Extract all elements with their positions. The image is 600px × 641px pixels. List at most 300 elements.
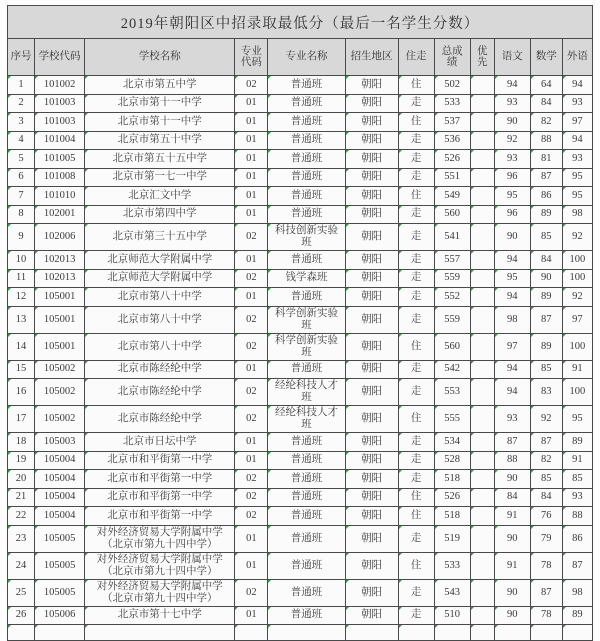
cell-major-name: 科学创新实验班	[268, 306, 345, 333]
cell-boarding: 走	[398, 251, 434, 270]
table-row	[8, 113, 593, 132]
cell-school-name: 对外经济贸易大学附属中学（北京市第九十四中学）	[85, 579, 235, 606]
table-row	[8, 360, 593, 379]
cell-total-score: 518	[434, 470, 470, 489]
cell-foreign-language: 89	[562, 606, 592, 625]
cell-school-code: 105004	[35, 488, 85, 507]
cell-math: 64	[530, 76, 562, 95]
cell-foreign-language: 100	[562, 269, 592, 288]
cell-chinese: 94	[494, 251, 530, 270]
column-header-index: 序号	[8, 39, 35, 76]
cell-priority	[470, 333, 494, 360]
cell-foreign-language: 100	[562, 333, 592, 360]
cell-total-score: 537	[434, 113, 470, 132]
table-header	[8, 39, 593, 76]
column-header-boarding: 住走	[398, 39, 434, 76]
cell-major-code: 01	[235, 552, 268, 579]
cell-foreign-language: 92	[562, 288, 592, 307]
cell-math: 82	[530, 113, 562, 132]
cell-school-name: 北京市陈经纶中学	[85, 360, 235, 379]
cell-total-score: 549	[434, 187, 470, 206]
column-header-total-score: 总成绩	[434, 39, 470, 76]
cell-major-code: 02	[235, 306, 268, 333]
cell-major-name: 普通班	[268, 187, 345, 206]
table-row	[8, 379, 593, 406]
cell-priority	[470, 525, 494, 552]
cell-major-code: 01	[235, 205, 268, 224]
cell-major-code: 02	[235, 507, 268, 526]
cell-school-code: 102001	[35, 205, 85, 224]
cell-chinese: 94	[494, 360, 530, 379]
cell-school-code: 101005	[35, 150, 85, 169]
cell-index: 8	[8, 205, 35, 224]
cell-boarding: 走	[398, 288, 434, 307]
cell-priority	[470, 76, 494, 95]
table-row	[8, 224, 593, 251]
cell-total-score: 510	[434, 606, 470, 625]
cell-index: 11	[8, 269, 35, 288]
cell-index: 10	[8, 251, 35, 270]
cell-school-code: 105002	[35, 406, 85, 433]
cell-major-name: 普通班	[268, 507, 345, 526]
table-row	[8, 306, 593, 333]
cell-district: 朝阳	[345, 251, 398, 270]
cell-math: 84	[530, 488, 562, 507]
cell-foreign-language	[562, 625, 592, 641]
cell-foreign-language: 93	[562, 94, 592, 113]
cell-school-name: 北京市第八十中学	[85, 306, 235, 333]
cell-total-score: 541	[434, 224, 470, 251]
cell-boarding: 住	[398, 76, 434, 95]
cell-total-score: 552	[434, 288, 470, 307]
cell-index: 21	[8, 488, 35, 507]
cell-index: 25	[8, 579, 35, 606]
cell-school-name: 北京市第十一中学	[85, 113, 235, 132]
cell-major-code: 01	[235, 94, 268, 113]
score-table	[7, 38, 593, 641]
cell-district: 朝阳	[345, 94, 398, 113]
column-header-foreign-language: 外语	[562, 39, 592, 76]
cell-math: 79	[530, 525, 562, 552]
cell-priority	[470, 379, 494, 406]
cell-total-score: 519	[434, 525, 470, 552]
cell-foreign-language: 86	[562, 525, 592, 552]
cell-chinese: 96	[494, 168, 530, 187]
cell-index: 26	[8, 606, 35, 625]
cell-foreign-language: 85	[562, 470, 592, 489]
cell-total-score: 560	[434, 205, 470, 224]
cell-school-name: 北京市和平街第一中学	[85, 488, 235, 507]
table-row	[8, 187, 593, 206]
table-row	[8, 150, 593, 169]
cell-chinese: 92	[494, 131, 530, 150]
cell-major-code: 02	[235, 224, 268, 251]
cell-school-code: 102006	[35, 224, 85, 251]
column-header-priority: 优先	[470, 39, 494, 76]
cell-district: 朝阳	[345, 187, 398, 206]
cell-math: 89	[530, 205, 562, 224]
cell-school-code: 105002	[35, 360, 85, 379]
cell-foreign-language: 97	[562, 306, 592, 333]
cell-boarding: 走	[398, 433, 434, 452]
cell-school-code	[35, 625, 85, 641]
cell-major-code: 01	[235, 525, 268, 552]
cell-priority	[470, 131, 494, 150]
cell-major-name: 科学创新实验班	[268, 333, 345, 360]
cell-school-code: 101010	[35, 187, 85, 206]
cell-boarding: 走	[398, 269, 434, 288]
cell-major-name: 普通班	[268, 525, 345, 552]
table-row	[8, 269, 593, 288]
cell-school-name: 北京市第五十五中学	[85, 150, 235, 169]
cell-school-code: 105004	[35, 470, 85, 489]
cell-chinese: 90	[494, 606, 530, 625]
cell-school-name: 北京市日坛中学	[85, 433, 235, 452]
cell-major-name: 普通班	[268, 113, 345, 132]
cell-major-code	[235, 625, 268, 641]
cell-major-name: 钱学森班	[268, 269, 345, 288]
cell-major-code: 01	[235, 451, 268, 470]
cell-boarding: 走	[398, 205, 434, 224]
cell-major-code: 01	[235, 113, 268, 132]
cell-boarding: 走	[398, 379, 434, 406]
cell-priority	[470, 205, 494, 224]
cell-school-code: 101003	[35, 113, 85, 132]
cell-foreign-language: 87	[562, 552, 592, 579]
cell-major-code: 02	[235, 379, 268, 406]
table-row	[8, 131, 593, 150]
cell-school-name: 北京市第五中学	[85, 76, 235, 95]
cell-index: 16	[8, 379, 35, 406]
column-header-chinese: 语文	[494, 39, 530, 76]
cell-index: 20	[8, 470, 35, 489]
cell-chinese: 95	[494, 269, 530, 288]
cell-foreign-language: 100	[562, 251, 592, 270]
cell-total-score: 534	[434, 433, 470, 452]
cell-foreign-language: 97	[562, 113, 592, 132]
cell-chinese	[494, 625, 530, 641]
cell-foreign-language: 94	[562, 131, 592, 150]
cell-school-name: 北京市陈经纶中学	[85, 379, 235, 406]
partial-table-row	[8, 625, 593, 641]
cell-total-score: 502	[434, 76, 470, 95]
cell-math: 89	[530, 333, 562, 360]
cell-math: 89	[530, 288, 562, 307]
cell-chinese: 90	[494, 579, 530, 606]
cell-foreign-language: 95	[562, 187, 592, 206]
cell-index: 3	[8, 113, 35, 132]
cell-boarding: 住	[398, 406, 434, 433]
cell-index: 2	[8, 94, 35, 113]
cell-major-code: 01	[235, 251, 268, 270]
cell-school-code: 105005	[35, 525, 85, 552]
cell-district: 朝阳	[345, 552, 398, 579]
cell-major-name: 普通班	[268, 76, 345, 95]
cell-math: 83	[530, 379, 562, 406]
cell-school-name: 北京师范大学附属中学	[85, 251, 235, 270]
cell-math: 76	[530, 507, 562, 526]
cell-school-code: 105005	[35, 552, 85, 579]
cell-district: 朝阳	[345, 579, 398, 606]
cell-major-code: 01	[235, 131, 268, 150]
cell-boarding: 住	[398, 187, 434, 206]
cell-school-code: 105004	[35, 507, 85, 526]
cell-major-code: 01	[235, 187, 268, 206]
cell-school-code: 101003	[35, 94, 85, 113]
cell-district: 朝阳	[345, 470, 398, 489]
cell-chinese: 93	[494, 150, 530, 169]
cell-school-name: 对外经济贸易大学附属中学（北京市第九十四中学）	[85, 552, 235, 579]
document-page	[7, 5, 593, 641]
cell-district: 朝阳	[345, 525, 398, 552]
cell-school-name: 北京市第十七中学	[85, 606, 235, 625]
cell-total-score: 553	[434, 379, 470, 406]
cell-school-code: 101002	[35, 76, 85, 95]
cell-major-name: 普通班	[268, 451, 345, 470]
cell-math: 92	[530, 406, 562, 433]
column-header-district: 招生地区	[345, 39, 398, 76]
cell-district: 朝阳	[345, 288, 398, 307]
cell-major-name: 普通班	[268, 94, 345, 113]
cell-boarding: 住	[398, 507, 434, 526]
cell-total-score: 533	[434, 552, 470, 579]
cell-foreign-language: 95	[562, 406, 592, 433]
table-row	[8, 94, 593, 113]
column-header-math: 数学	[530, 39, 562, 76]
column-header-major-code: 专业代码	[235, 39, 268, 76]
cell-foreign-language: 98	[562, 205, 592, 224]
cell-school-name	[85, 625, 235, 641]
cell-foreign-language: 91	[562, 451, 592, 470]
cell-math: 85	[530, 470, 562, 489]
cell-total-score: 551	[434, 168, 470, 187]
cell-school-name: 北京市第一七一中学	[85, 168, 235, 187]
cell-index: 5	[8, 150, 35, 169]
cell-district: 朝阳	[345, 168, 398, 187]
cell-school-code: 101004	[35, 131, 85, 150]
cell-major-name: 普通班	[268, 168, 345, 187]
table-row	[8, 76, 593, 95]
cell-school-name: 北京市陈经纶中学	[85, 406, 235, 433]
cell-index: 17	[8, 406, 35, 433]
cell-boarding: 走	[398, 451, 434, 470]
cell-index: 24	[8, 552, 35, 579]
cell-major-code: 01	[235, 360, 268, 379]
cell-school-name: 北京市第三十五中学	[85, 224, 235, 251]
cell-math: 85	[530, 224, 562, 251]
table-row	[8, 451, 593, 470]
cell-district: 朝阳	[345, 507, 398, 526]
cell-priority	[470, 406, 494, 433]
cell-school-name: 北京市第八十中学	[85, 333, 235, 360]
cell-foreign-language: 93	[562, 150, 592, 169]
table-row	[8, 606, 593, 625]
cell-school-code: 105006	[35, 606, 85, 625]
cell-district: 朝阳	[345, 333, 398, 360]
cell-boarding: 走	[398, 525, 434, 552]
cell-major-code: 02	[235, 488, 268, 507]
cell-index: 13	[8, 306, 35, 333]
cell-foreign-language: 93	[562, 488, 592, 507]
table-row	[8, 333, 593, 360]
cell-foreign-language: 100	[562, 379, 592, 406]
cell-boarding: 住	[398, 488, 434, 507]
cell-index: 1	[8, 76, 35, 95]
cell-school-name: 北京市和平街第一中学	[85, 507, 235, 526]
cell-total-score: 543	[434, 579, 470, 606]
cell-chinese: 96	[494, 205, 530, 224]
cell-math: 84	[530, 251, 562, 270]
cell-district: 朝阳	[345, 269, 398, 288]
cell-math: 81	[530, 150, 562, 169]
cell-index: 18	[8, 433, 35, 452]
cell-school-name: 北京市第八十中学	[85, 288, 235, 307]
cell-index: 22	[8, 507, 35, 526]
cell-chinese: 93	[494, 94, 530, 113]
cell-foreign-language: 95	[562, 168, 592, 187]
cell-index: 23	[8, 525, 35, 552]
cell-district: 朝阳	[345, 606, 398, 625]
cell-priority	[470, 269, 494, 288]
page-title: 2019年朝阳区中招录取最低分（最后一名学生分数）	[7, 5, 593, 38]
cell-district: 朝阳	[345, 488, 398, 507]
cell-boarding: 住	[398, 552, 434, 579]
cell-foreign-language: 91	[562, 360, 592, 379]
cell-boarding: 走	[398, 150, 434, 169]
cell-boarding: 走	[398, 470, 434, 489]
cell-foreign-language: 98	[562, 579, 592, 606]
cell-foreign-language: 94	[562, 76, 592, 95]
cell-school-name: 北京市和平街第一中学	[85, 470, 235, 489]
cell-boarding: 走	[398, 360, 434, 379]
cell-district: 朝阳	[345, 131, 398, 150]
cell-district: 朝阳	[345, 306, 398, 333]
cell-school-name: 北京汇文中学	[85, 187, 235, 206]
cell-total-score: 526	[434, 488, 470, 507]
cell-foreign-language: 92	[562, 224, 592, 251]
cell-major-code: 02	[235, 579, 268, 606]
cell-index: 7	[8, 187, 35, 206]
cell-major-code: 01	[235, 433, 268, 452]
cell-major-name: 科技创新实验班	[268, 224, 345, 251]
cell-foreign-language: 89	[562, 433, 592, 452]
cell-school-code: 105001	[35, 288, 85, 307]
table-row	[8, 406, 593, 433]
cell-major-name: 经纶科技人才班	[268, 406, 345, 433]
cell-priority	[470, 451, 494, 470]
table-row	[8, 205, 593, 224]
cell-priority	[470, 552, 494, 579]
cell-priority	[470, 251, 494, 270]
cell-major-name: 普通班	[268, 131, 345, 150]
cell-index: 4	[8, 131, 35, 150]
cell-boarding: 走	[398, 94, 434, 113]
cell-priority	[470, 113, 494, 132]
cell-total-score: 533	[434, 94, 470, 113]
cell-boarding: 住	[398, 333, 434, 360]
cell-math: 87	[530, 168, 562, 187]
cell-school-name: 对外经济贸易大学附属中学（北京市第九十四中学）	[85, 525, 235, 552]
cell-math: 82	[530, 451, 562, 470]
cell-school-code: 105004	[35, 451, 85, 470]
cell-major-name	[268, 625, 345, 641]
cell-math	[530, 625, 562, 641]
cell-district: 朝阳	[345, 150, 398, 169]
cell-major-name: 普通班	[268, 579, 345, 606]
cell-priority	[470, 360, 494, 379]
cell-major-name: 普通班	[268, 470, 345, 489]
cell-total-score: 526	[434, 150, 470, 169]
cell-priority	[470, 187, 494, 206]
cell-foreign-language: 88	[562, 507, 592, 526]
cell-math: 78	[530, 606, 562, 625]
cell-major-code: 02	[235, 269, 268, 288]
cell-total-score: 559	[434, 269, 470, 288]
cell-chinese: 90	[494, 525, 530, 552]
cell-school-code: 101008	[35, 168, 85, 187]
cell-district: 朝阳	[345, 205, 398, 224]
cell-school-code: 105003	[35, 433, 85, 452]
cell-priority	[470, 488, 494, 507]
cell-major-name: 普通班	[268, 288, 345, 307]
cell-chinese: 94	[494, 379, 530, 406]
cell-chinese: 95	[494, 187, 530, 206]
cell-total-score: 536	[434, 131, 470, 150]
cell-priority	[470, 470, 494, 489]
cell-total-score: 560	[434, 333, 470, 360]
cell-index: 15	[8, 360, 35, 379]
cell-school-name: 北京市第四中学	[85, 205, 235, 224]
table-row	[8, 552, 593, 579]
cell-math: 87	[530, 579, 562, 606]
cell-total-score: 557	[434, 251, 470, 270]
cell-index: 9	[8, 224, 35, 251]
cell-major-code: 01	[235, 288, 268, 307]
cell-chinese: 93	[494, 406, 530, 433]
cell-school-code: 105001	[35, 306, 85, 333]
cell-major-name: 普通班	[268, 360, 345, 379]
cell-boarding: 住	[398, 113, 434, 132]
cell-index: 14	[8, 333, 35, 360]
cell-major-code: 01	[235, 168, 268, 187]
cell-district: 朝阳	[345, 360, 398, 379]
cell-chinese: 90	[494, 113, 530, 132]
cell-priority	[470, 306, 494, 333]
cell-chinese: 94	[494, 76, 530, 95]
table-row	[8, 288, 593, 307]
cell-priority	[470, 168, 494, 187]
cell-major-code: 02	[235, 406, 268, 433]
cell-major-name: 普通班	[268, 205, 345, 224]
cell-priority	[470, 579, 494, 606]
cell-total-score	[434, 625, 470, 641]
cell-boarding	[398, 625, 434, 641]
cell-math: 86	[530, 187, 562, 206]
table-row	[8, 579, 593, 606]
table-row	[8, 507, 593, 526]
cell-total-score: 528	[434, 451, 470, 470]
cell-chinese: 91	[494, 507, 530, 526]
cell-chinese: 90	[494, 224, 530, 251]
table-row	[8, 470, 593, 489]
cell-total-score: 518	[434, 507, 470, 526]
cell-major-name: 普通班	[268, 251, 345, 270]
cell-chinese: 88	[494, 451, 530, 470]
cell-index: 12	[8, 288, 35, 307]
cell-school-name: 北京市第十一中学	[85, 94, 235, 113]
cell-school-code: 102013	[35, 251, 85, 270]
cell-school-code: 105005	[35, 579, 85, 606]
